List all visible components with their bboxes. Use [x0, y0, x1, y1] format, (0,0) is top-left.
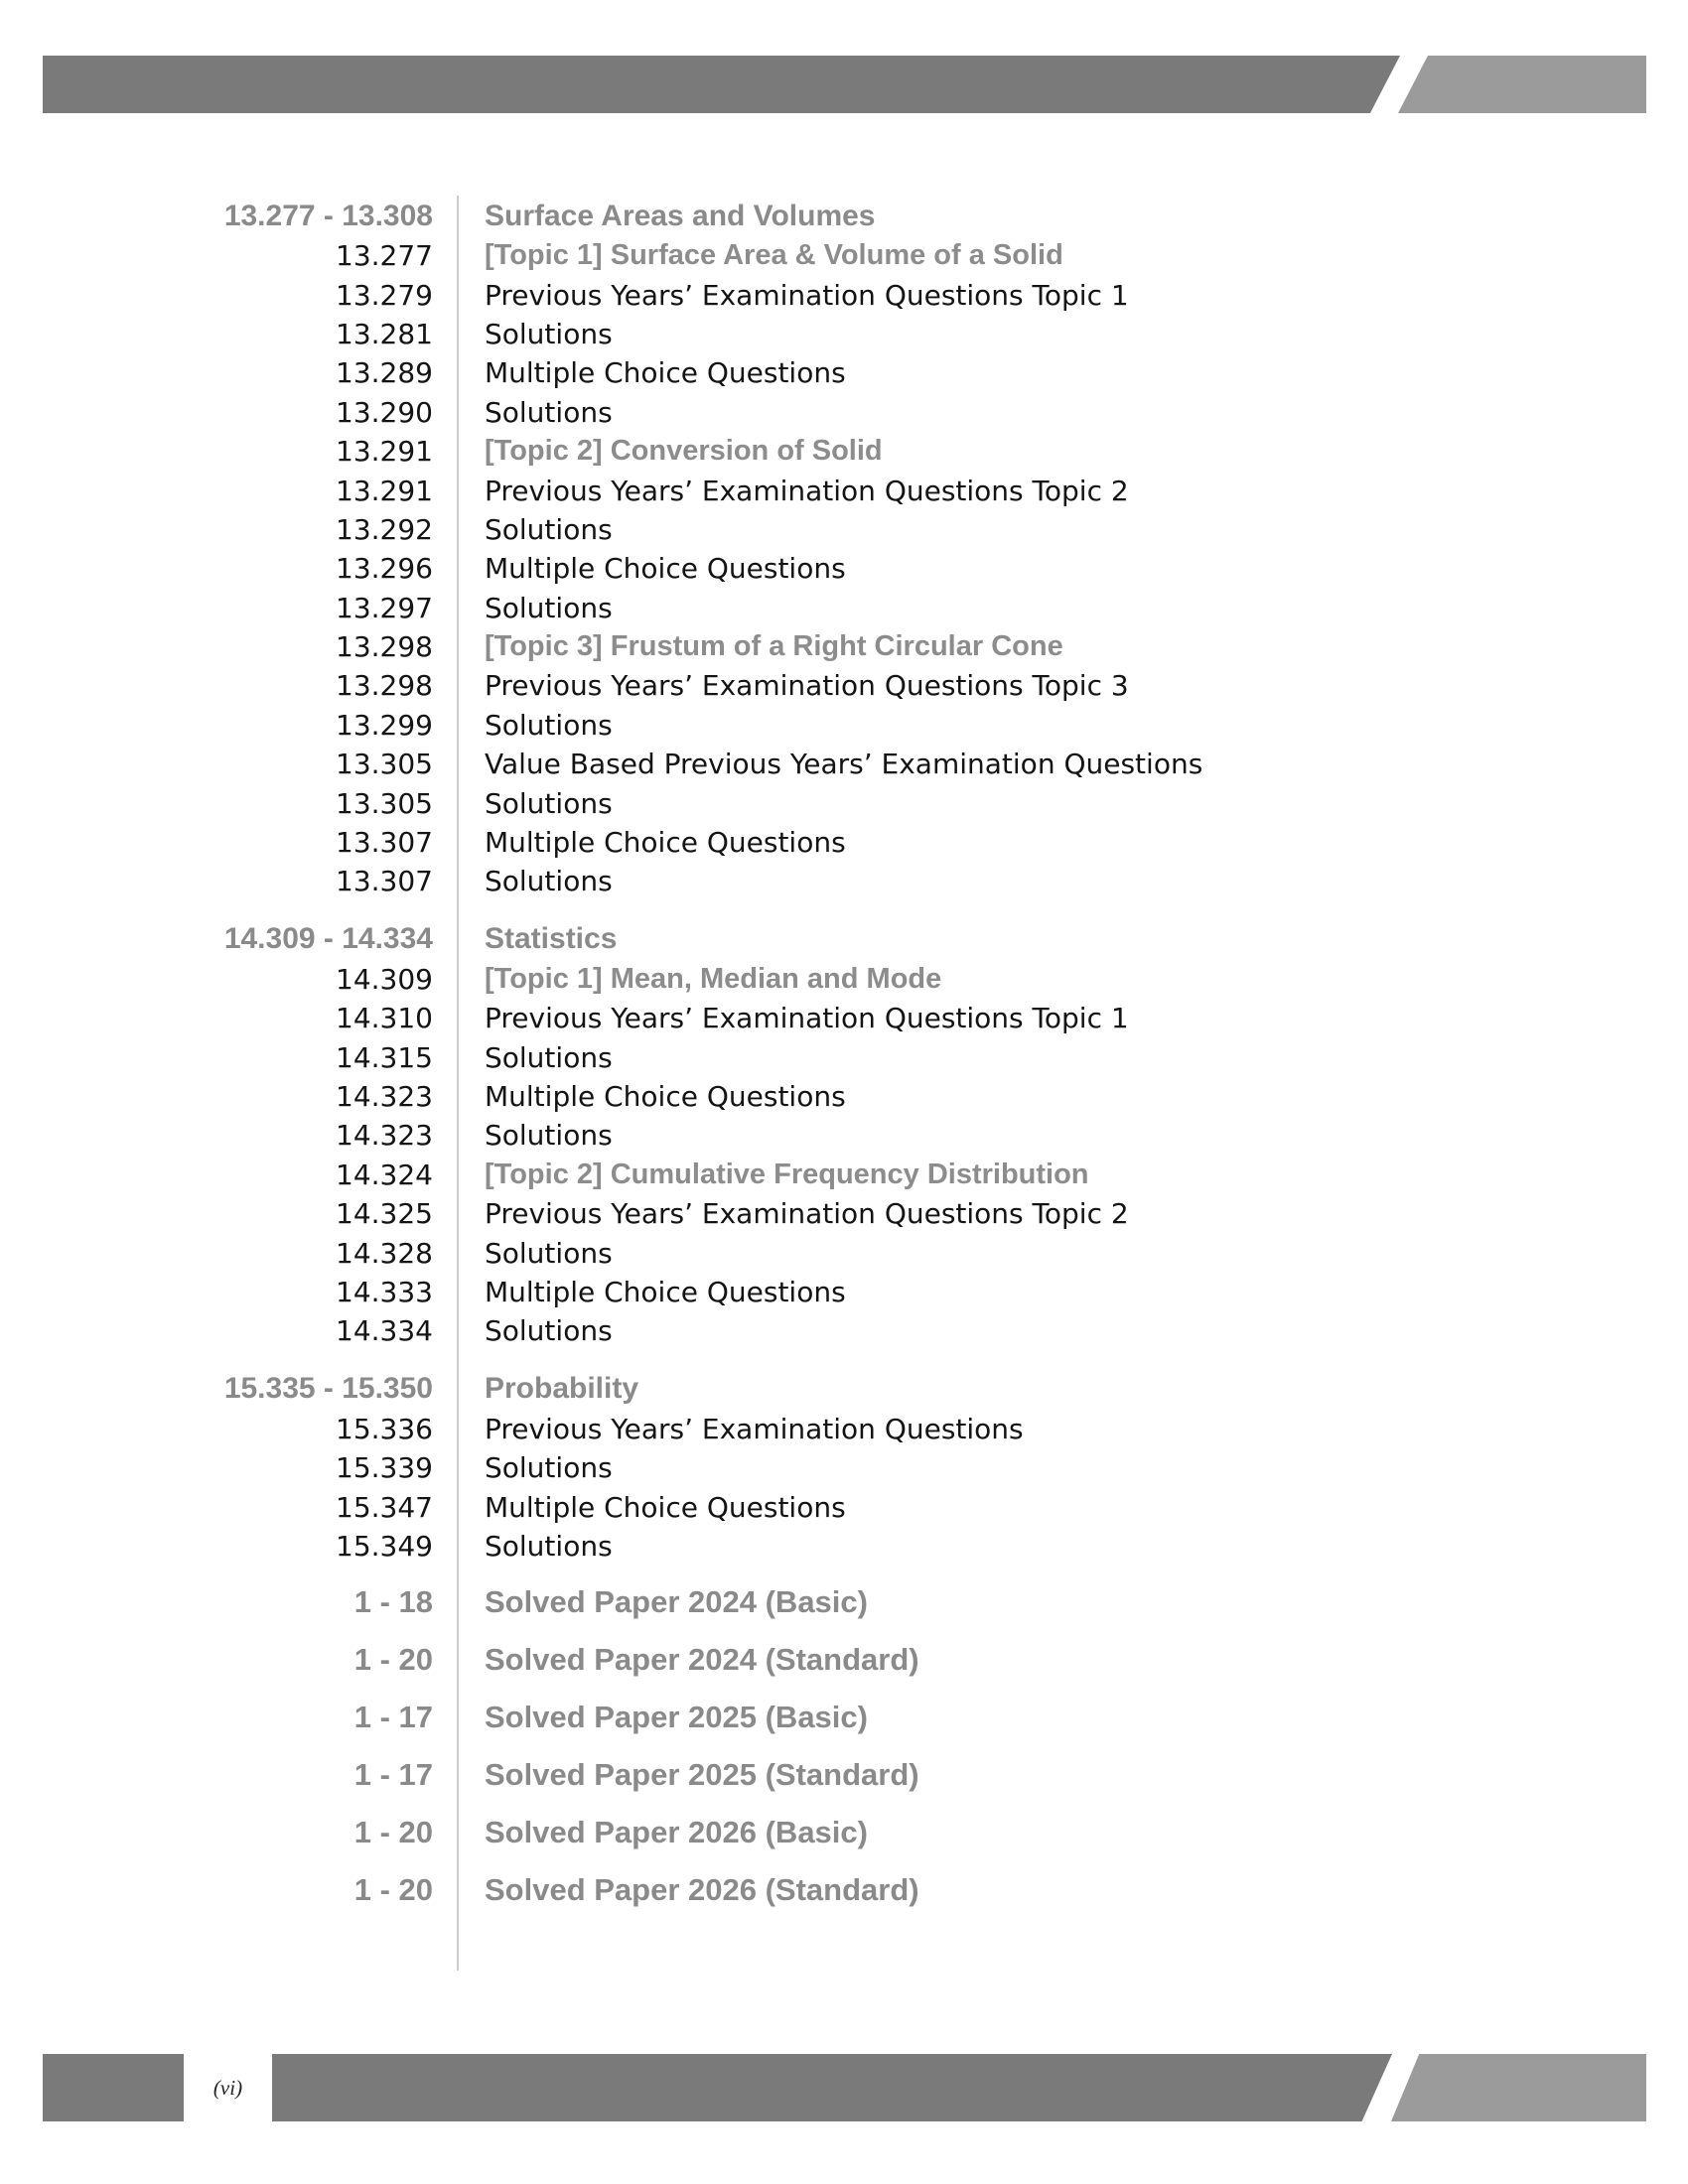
page-number: (vi) [184, 2054, 272, 2121]
page-ref: 14.315 [336, 1040, 433, 1074]
solved-paper-entry [0, 1812, 1688, 1853]
section-spacer [0, 1351, 1688, 1369]
page-ref: 13.289 [336, 356, 433, 390]
page-ref: 13.298 [336, 669, 433, 703]
page-ref: 14.328 [336, 1236, 433, 1270]
page-ref: 14.325 [336, 1197, 433, 1231]
page-ref: 14.323 [336, 1119, 433, 1153]
section-spacer [0, 1796, 1688, 1812]
solved-paper-entry [0, 1639, 1688, 1681]
entry-title: Solutions [485, 395, 613, 429]
toc-entry [0, 1311, 1688, 1350]
page-ref: 14.309 [336, 962, 433, 996]
toc-entry [0, 1527, 1688, 1566]
page-ref: 13.298 [336, 630, 433, 664]
toc-entry [0, 1487, 1688, 1526]
page-ref: 15.335 - 15.350 [223, 1372, 433, 1406]
entry-title: Solved Paper 2026 (Standard) [485, 1872, 919, 1908]
entry-title: Solutions [485, 1040, 613, 1074]
entry-title: [Topic 1] Mean, Median and Mode [485, 962, 942, 995]
toc-entry [0, 353, 1688, 392]
section-spacer [0, 901, 1688, 919]
toc-entry [0, 589, 1688, 627]
solved-paper-entry [0, 1869, 1688, 1911]
header-band-tab [1398, 56, 1646, 113]
entry-title: Previous Years’ Examination Questions [485, 1412, 1024, 1445]
entry-title: Solved Paper 2025 (Basic) [485, 1700, 868, 1735]
page-ref: 1 - 18 [353, 1584, 433, 1620]
page-ref: 14.333 [336, 1275, 433, 1308]
chapter-heading [0, 196, 1688, 236]
page-ref: 13.291 [336, 474, 433, 507]
page-ref: 1 - 17 [353, 1700, 433, 1735]
entry-title: Solved Paper 2024 (Standard) [485, 1642, 919, 1678]
entry-title: Solutions [485, 1529, 613, 1563]
entry-title: Multiple Choice Questions [485, 356, 846, 390]
toc-entry [0, 315, 1688, 353]
page-ref: 15.336 [336, 1412, 433, 1445]
entry-title: Multiple Choice Questions [485, 552, 846, 586]
entry-title: Solutions [485, 317, 613, 350]
entry-title: Solutions [485, 512, 613, 546]
entry-title: Previous Years’ Examination Questions Topic 1 [485, 1002, 1129, 1035]
toc-entry [0, 510, 1688, 549]
toc-entry [0, 823, 1688, 862]
entry-title: Value Based Previous Years’ Examination Questions [485, 748, 1203, 781]
entry-title: Surface Areas and Volumes [485, 199, 876, 232]
entry-title: [Topic 2] Conversion of Solid [485, 435, 883, 468]
toc-entry [0, 471, 1688, 509]
entry-title: Previous Years’ Examination Questions Topic 2 [485, 474, 1129, 507]
page-ref: 14.310 [336, 1002, 433, 1035]
solved-paper-entry [0, 1754, 1688, 1796]
page-ref: 15.347 [336, 1490, 433, 1524]
page-ref: 13.290 [336, 395, 433, 429]
toc-entry [0, 1448, 1688, 1487]
entry-title: Solved Paper 2024 (Basic) [485, 1584, 868, 1620]
toc-entry [0, 549, 1688, 588]
entry-title: Multiple Choice Questions [485, 1080, 846, 1113]
chapter-heading [0, 1369, 1688, 1410]
entry-title: Solutions [485, 1314, 613, 1348]
page-ref: 13.307 [336, 826, 433, 860]
page-ref: 13.305 [336, 786, 433, 820]
entry-title: Probability [485, 1372, 639, 1406]
page-ref: 14.323 [336, 1080, 433, 1113]
entry-title: Multiple Choice Questions [485, 826, 846, 860]
footer-band-left [43, 2054, 184, 2121]
toc-entry [0, 745, 1688, 783]
entry-title: Previous Years’ Examination Questions Topic 2 [485, 1197, 1129, 1231]
page-ref: 1 - 20 [353, 1872, 433, 1908]
page-ref: 13.291 [336, 435, 433, 469]
section-spacer [0, 1681, 1688, 1697]
page-ref: 13.279 [336, 278, 433, 312]
toc-entry [0, 1116, 1688, 1155]
toc-entry [0, 1077, 1688, 1116]
page-ref: 13.299 [336, 708, 433, 742]
page-ref: 1 - 17 [353, 1757, 433, 1793]
toc-entry [0, 1233, 1688, 1272]
entry-title: [Topic 3] Frustum of a Right Circular Cone [485, 630, 1063, 663]
page-ref: 14.324 [336, 1158, 433, 1191]
section-spacer [0, 1566, 1688, 1581]
entry-title: Solutions [485, 865, 613, 898]
page-ref: 13.305 [336, 748, 433, 781]
page-ref: 1 - 20 [353, 1815, 433, 1850]
entry-title: [Topic 1] Surface Area & Volume of a Solid [485, 239, 1063, 272]
header-band [43, 56, 1400, 113]
entry-title: Solutions [485, 1119, 613, 1153]
solved-paper-entry [0, 1581, 1688, 1623]
entry-title: Multiple Choice Questions [485, 1490, 846, 1524]
toc-entry [0, 1194, 1688, 1233]
page-ref: 14.334 [336, 1314, 433, 1348]
section-spacer [0, 1853, 1688, 1869]
page-ref: 1 - 20 [353, 1642, 433, 1678]
topic-entry [0, 1156, 1688, 1194]
toc-entry [0, 862, 1688, 900]
topic-entry [0, 236, 1688, 275]
page-ref: 15.339 [336, 1451, 433, 1485]
footer-band-tab [1391, 2054, 1646, 2121]
toc-entry [0, 783, 1688, 822]
toc-entry [0, 999, 1688, 1037]
toc-entry [0, 1273, 1688, 1311]
chapter-heading [0, 919, 1688, 960]
topic-entry [0, 627, 1688, 666]
page-ref: 13.297 [336, 591, 433, 624]
section-spacer [0, 1738, 1688, 1754]
entry-title: Solutions [485, 591, 613, 624]
topic-entry [0, 960, 1688, 999]
entry-title: Previous Years’ Examination Questions Topic 1 [485, 278, 1129, 312]
entry-title: Statistics [485, 922, 618, 956]
toc-entry [0, 393, 1688, 432]
entry-title: Solutions [485, 708, 613, 742]
entry-title: Solutions [485, 786, 613, 820]
page-ref: 13.281 [336, 317, 433, 350]
entry-title: Solved Paper 2025 (Standard) [485, 1757, 919, 1793]
entry-title: Previous Years’ Examination Questions Topic 3 [485, 669, 1129, 703]
page-ref: 13.277 [336, 239, 433, 273]
toc-entry [0, 666, 1688, 705]
page-ref: 14.309 - 14.334 [223, 922, 433, 956]
table-of-contents [0, 196, 1688, 1911]
entry-title: Solutions [485, 1236, 613, 1270]
page-ref: 13.296 [336, 552, 433, 586]
page-ref: 13.292 [336, 512, 433, 546]
footer-band [272, 2054, 1392, 2121]
entry-title: Solved Paper 2026 (Basic) [485, 1815, 868, 1850]
solved-paper-entry [0, 1697, 1688, 1738]
section-spacer [0, 1623, 1688, 1639]
entry-title: Solutions [485, 1451, 613, 1485]
topic-entry [0, 432, 1688, 471]
entry-title: Multiple Choice Questions [485, 1275, 846, 1308]
toc-entry [0, 706, 1688, 745]
toc-entry [0, 1410, 1688, 1448]
page-ref: 13.277 - 13.308 [223, 199, 433, 232]
toc-entry [0, 275, 1688, 314]
page-ref: 15.349 [336, 1529, 433, 1563]
page-ref: 13.307 [336, 865, 433, 898]
entry-title: [Topic 2] Cumulative Frequency Distribution [485, 1158, 1089, 1190]
toc-entry [0, 1037, 1688, 1076]
